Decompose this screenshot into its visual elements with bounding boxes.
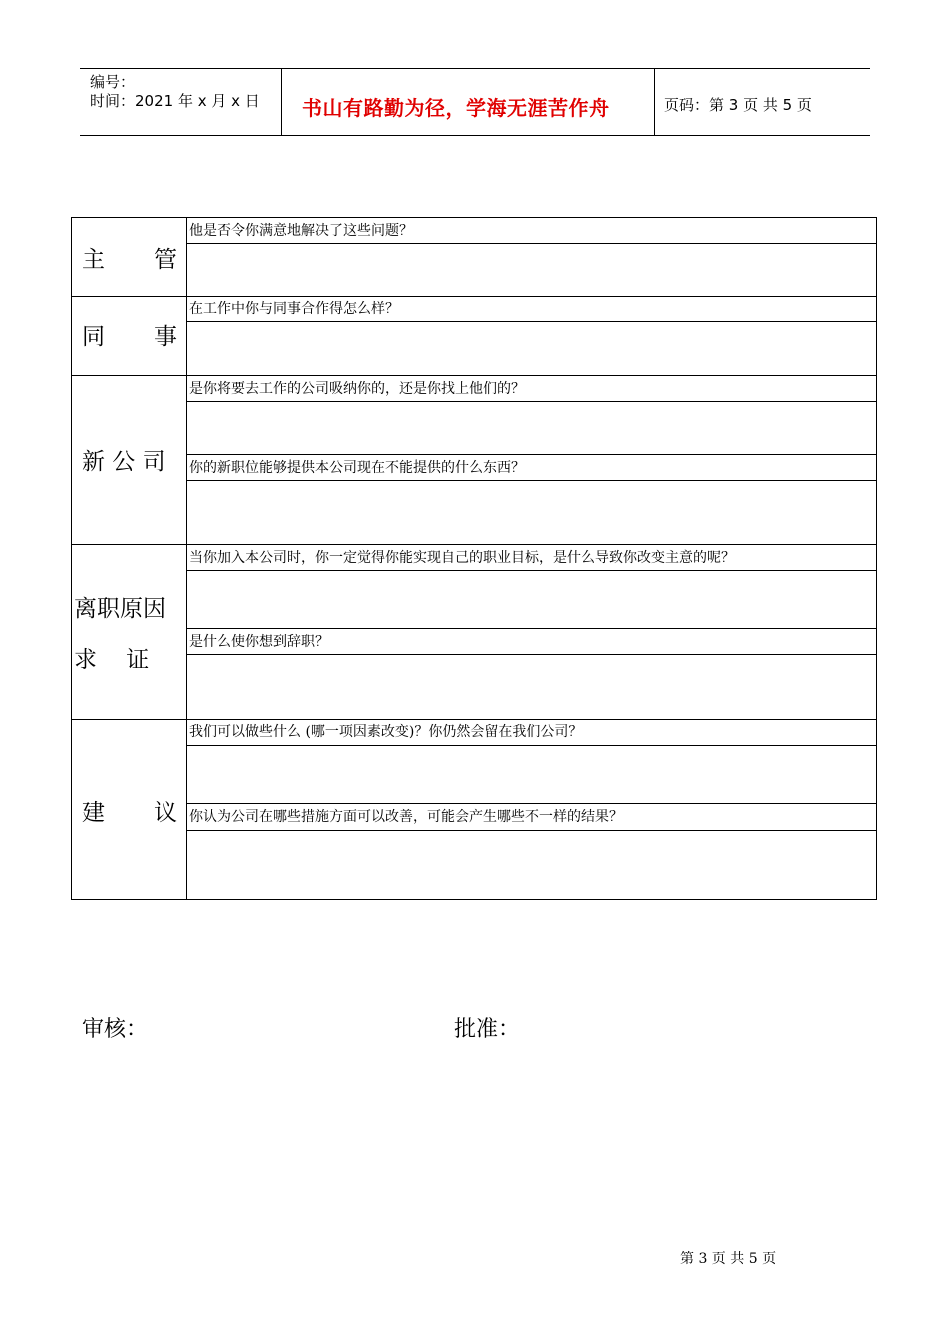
section-label-suggestion-a: 建 [82,800,105,826]
header-divider-right [654,69,655,136]
section-label-reason-line2: 求 证 [74,647,150,673]
question-suggestion-1: 我们可以做些什么 (哪一项因素改变)？你仍然会留在我们公司？ [189,724,583,740]
section-border [72,296,876,297]
section-border [72,719,876,720]
header-divider-left [281,69,282,136]
answer-field-supervisor[interactable] [187,244,876,296]
question-new-company-2: 你的新职位能够提供本公司现在不能提供的什么东西？ [189,460,525,476]
section-label-supervisor-b: 管 [154,247,177,273]
header-bottom-rule [80,135,870,136]
answer-border [186,628,876,629]
header-top-rule [80,68,870,69]
header-motto: 书山有路勤为径，学海无涯苦作舟 [302,96,610,120]
exit-interview-table [71,217,877,900]
answer-field-new-company-2[interactable] [187,481,876,544]
answer-field-suggestion-2[interactable] [187,831,876,900]
answer-field-reason-2[interactable] [187,655,876,719]
footer-page-number: 第 3 页 共 5 页 [680,1251,777,1267]
section-border [72,375,876,376]
section-label-colleague-b: 事 [154,324,177,350]
answer-border [186,803,876,804]
answer-field-colleague[interactable] [187,322,876,375]
approve-signature-label: 批准： [454,1017,521,1042]
answer-field-reason-1[interactable] [187,571,876,628]
section-label-suggestion-b: 议 [154,800,177,826]
date-label: 时间：2021 年 x 月 x 日 [90,92,260,110]
section-label-supervisor-a: 主 [82,247,105,273]
section-label-new-company: 新 公 司 [82,449,166,475]
section-label-reason-line1: 离职原因 [74,596,166,622]
review-signature-field[interactable] [150,1010,410,1042]
answer-field-new-company-1[interactable] [187,402,876,454]
header-page-number: 页码：第 3 页 共 5 页 [664,96,812,114]
review-signature-label: 审核： [82,1017,149,1042]
question-colleague: 在工作中你与同事合作得怎么样？ [189,301,399,317]
question-supervisor: 他是否令你满意地解决了这些问题？ [189,223,413,239]
question-reason-1: 当你加入本公司时，你一定觉得你能实现自己的职业目标，是什么导致你改变主意的呢？ [189,550,735,566]
question-reason-2: 是什么使你想到辞职？ [189,634,329,650]
question-suggestion-2: 你认为公司在哪些措施方面可以改善，可能会产生哪些不一样的结果？ [189,809,623,825]
question-new-company-1: 是你将要去工作的公司吸纳你的，还是你找上他们的？ [189,381,525,397]
section-label-colleague-a: 同 [82,324,105,350]
answer-field-suggestion-1[interactable] [187,746,876,803]
approve-signature-field[interactable] [522,1010,822,1042]
serial-number-label: 编号： [90,73,136,91]
answer-border [186,454,876,455]
section-border [72,544,876,545]
